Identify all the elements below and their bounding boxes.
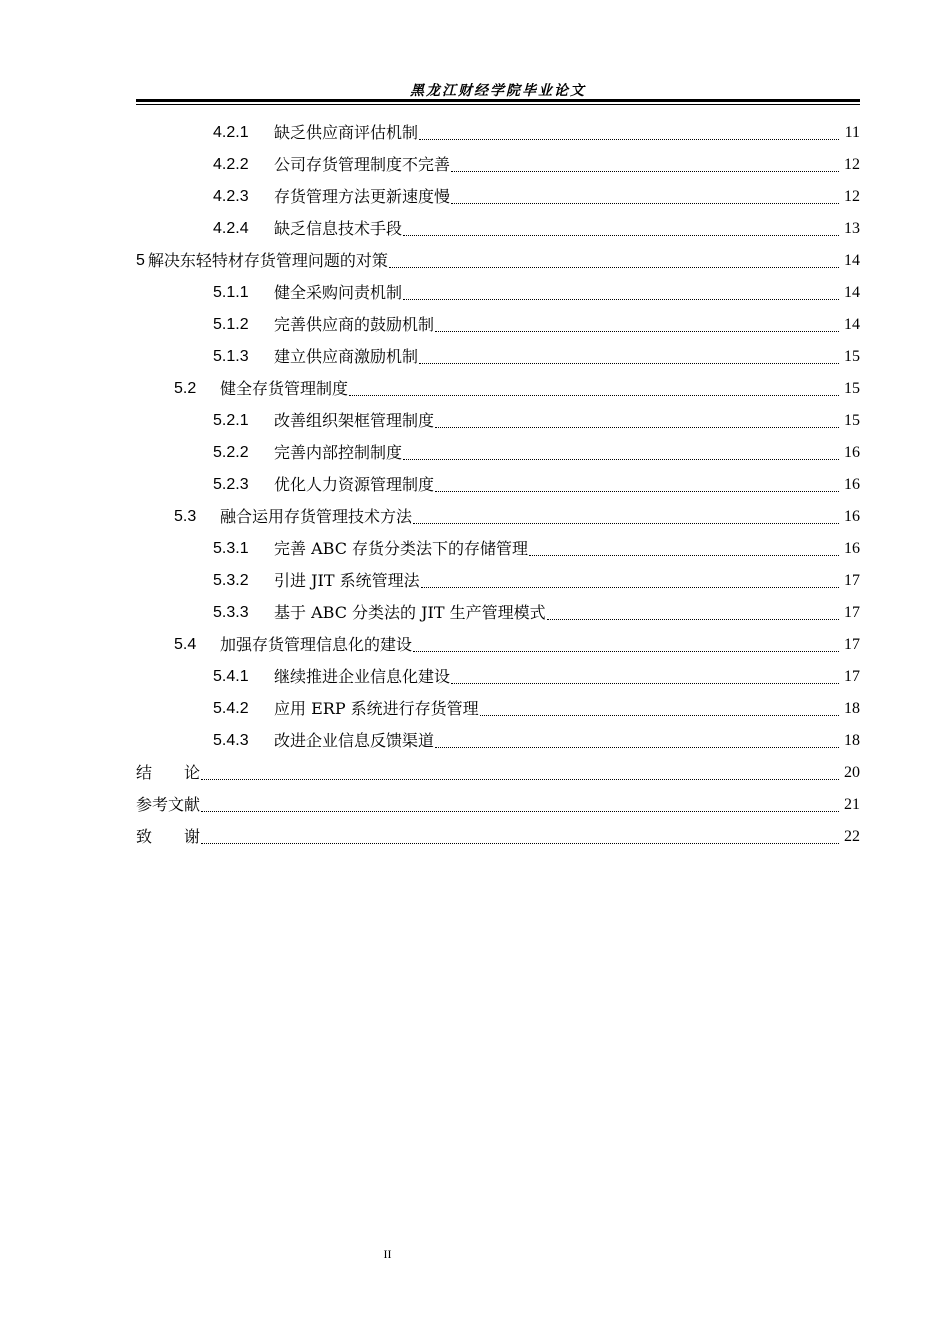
toc-entry[interactable] — [136, 309, 860, 341]
toc-entry[interactable] — [136, 181, 860, 213]
toc-dot-leader — [451, 682, 839, 684]
toc-dot-leader — [419, 362, 839, 364]
toc-entry-page: 15 — [844, 380, 860, 397]
toc-entry-title: 改善组织架框管理制度 — [274, 411, 435, 430]
toc-dot-leader — [435, 490, 839, 492]
toc-entry-page: 11 — [844, 124, 860, 141]
toc-dot-leader — [435, 746, 839, 748]
toc-entry[interactable] — [136, 501, 860, 533]
toc-entry-number: 5.4.1 — [213, 668, 249, 685]
toc-dot-leader — [201, 842, 839, 844]
toc-entry[interactable] — [136, 245, 860, 277]
toc-entry-page: 16 — [844, 508, 860, 525]
toc-entry-number: 5.2.1 — [213, 412, 249, 429]
toc-entry-page: 16 — [844, 540, 860, 557]
toc-entry-number: 5.3.3 — [213, 604, 249, 621]
toc-dot-leader — [435, 426, 839, 428]
toc-entry-title: 健全采购问责机制 — [274, 283, 403, 302]
toc-entry-page: 17 — [844, 668, 860, 685]
toc-entry-title: 存货管理方法更新速度慢 — [274, 187, 451, 206]
toc-entry-number: 5.4.2 — [213, 700, 249, 717]
toc-entry-title: 继续推进企业信息化建设 — [274, 667, 451, 686]
toc-dot-leader — [480, 714, 839, 716]
toc-entry-number: 5.3.2 — [213, 572, 249, 589]
toc-entry[interactable] — [136, 277, 860, 309]
toc-entry[interactable] — [136, 533, 860, 565]
toc-entry-number: 5.4.3 — [213, 732, 249, 749]
header-rule-thick — [136, 99, 860, 102]
toc-entry-page: 12 — [844, 156, 860, 173]
toc-entry-number: 4.2.1 — [213, 124, 249, 141]
header-rule-thin — [136, 104, 860, 105]
toc-entry-page: 14 — [844, 316, 860, 333]
toc-entry-page: 18 — [844, 700, 860, 717]
toc-entry[interactable] — [136, 373, 860, 405]
footer-page-number: II — [383, 1247, 392, 1261]
toc-entry-title: 融合运用存货管理技术方法 — [220, 507, 413, 526]
toc-entry[interactable] — [136, 469, 860, 501]
toc-entry-number: 5.4 — [174, 636, 197, 653]
toc-entry-title: 健全存货管理制度 — [220, 379, 349, 398]
toc-entry[interactable] — [136, 565, 860, 597]
toc-entry-number: 5.3 — [174, 508, 197, 525]
toc-entry-title: 参考文献 — [136, 795, 201, 814]
toc-entry-number: 5 — [136, 252, 145, 269]
toc-entry-title: 完善内部控制制度 — [274, 443, 403, 462]
toc-entry-title: 建立供应商激励机制 — [274, 347, 419, 366]
toc-entry-title: 公司存货管理制度不完善 — [274, 155, 451, 174]
toc-dot-leader — [435, 330, 839, 332]
toc-dot-leader — [349, 394, 839, 396]
toc-entry-title: 缺乏信息技术手段 — [274, 219, 403, 238]
toc-dot-leader — [413, 522, 839, 524]
toc-entry-title: 引进 JIT 系统管理法 — [274, 571, 420, 590]
toc-entry[interactable] — [136, 789, 860, 821]
toc-dot-leader — [201, 778, 839, 780]
toc-entry[interactable] — [136, 597, 860, 629]
toc-entry-page: 16 — [844, 444, 860, 461]
toc-entry-page: 14 — [844, 284, 860, 301]
toc-entry-title: 致 谢 — [136, 827, 201, 846]
toc-dot-leader — [413, 650, 839, 652]
toc-entry-number: 5.1.3 — [213, 348, 249, 365]
toc-entry-number: 4.2.3 — [213, 188, 249, 205]
toc-entry-page: 12 — [844, 188, 860, 205]
toc-entry-title: 完善供应商的鼓励机制 — [274, 315, 435, 334]
toc-entry-page: 21 — [844, 796, 860, 813]
toc-entry-page: 17 — [844, 572, 860, 589]
running-header-title: 黑龙江财经学院毕业论文 — [410, 83, 586, 99]
toc-entry[interactable] — [136, 213, 860, 245]
toc-dot-leader — [403, 234, 839, 236]
toc-entry-title: 加强存货管理信息化的建设 — [220, 635, 413, 654]
toc-entry-title: 应用 ERP 系统进行存货管理 — [274, 699, 479, 718]
toc-entry-number: 5.2.3 — [213, 476, 249, 493]
toc-entry[interactable] — [136, 757, 860, 789]
toc-entry-page: 17 — [844, 636, 860, 653]
toc-entry-page: 15 — [844, 412, 860, 429]
toc-dot-leader — [403, 298, 839, 300]
toc-entry-title: 缺乏供应商评估机制 — [274, 123, 419, 142]
toc-entry-number: 5.1.1 — [213, 284, 249, 301]
toc-entry-page: 18 — [844, 732, 860, 749]
toc-entry-number: 5.1.2 — [213, 316, 249, 333]
toc-dot-leader — [421, 586, 839, 588]
toc-entry-page: 17 — [844, 604, 860, 621]
toc-entry-page: 16 — [844, 476, 860, 493]
toc-entry[interactable] — [136, 693, 860, 725]
toc-entry-number: 5.3.1 — [213, 540, 249, 557]
toc-entry-page: 22 — [844, 828, 860, 845]
toc-dot-leader — [451, 170, 839, 172]
toc-entry-title: 改进企业信息反馈渠道 — [274, 731, 435, 750]
toc-dot-leader — [419, 138, 839, 140]
toc-entry-title: 解决东轻特材存货管理问题的对策 — [147, 251, 388, 270]
toc-entry-title: 完善 ABC 存货分类法下的存储管理 — [274, 539, 529, 558]
toc-dot-leader — [389, 266, 839, 268]
toc-entry-title: 优化人力资源管理制度 — [274, 475, 435, 494]
toc-entry[interactable] — [136, 341, 860, 373]
toc-entry[interactable] — [136, 437, 860, 469]
toc-entry-page: 20 — [844, 764, 860, 781]
toc-entry[interactable] — [136, 117, 860, 149]
toc-entry[interactable] — [136, 405, 860, 437]
toc-dot-leader — [529, 554, 839, 556]
toc-entry-number: 4.2.4 — [213, 220, 249, 237]
toc-entry[interactable] — [136, 661, 860, 693]
toc-entry[interactable] — [136, 725, 860, 757]
toc-entry[interactable] — [136, 821, 860, 853]
toc-entry-page: 14 — [844, 252, 860, 269]
toc-entry[interactable] — [136, 629, 860, 661]
table-of-contents — [136, 117, 860, 853]
toc-entry[interactable] — [136, 149, 860, 181]
toc-dot-leader — [403, 458, 839, 460]
toc-entry-number: 4.2.2 — [213, 156, 249, 173]
toc-dot-leader — [451, 202, 839, 204]
toc-entry-number: 5.2 — [174, 380, 197, 397]
toc-entry-page: 15 — [844, 348, 860, 365]
toc-dot-leader — [547, 618, 839, 620]
toc-entry-title: 基于 ABC 分类法的 JIT 生产管理模式 — [274, 603, 546, 622]
toc-entry-title: 结 论 — [136, 763, 201, 782]
toc-entry-number: 5.2.2 — [213, 444, 249, 461]
toc-entry-page: 13 — [844, 220, 860, 237]
toc-dot-leader — [201, 810, 839, 812]
